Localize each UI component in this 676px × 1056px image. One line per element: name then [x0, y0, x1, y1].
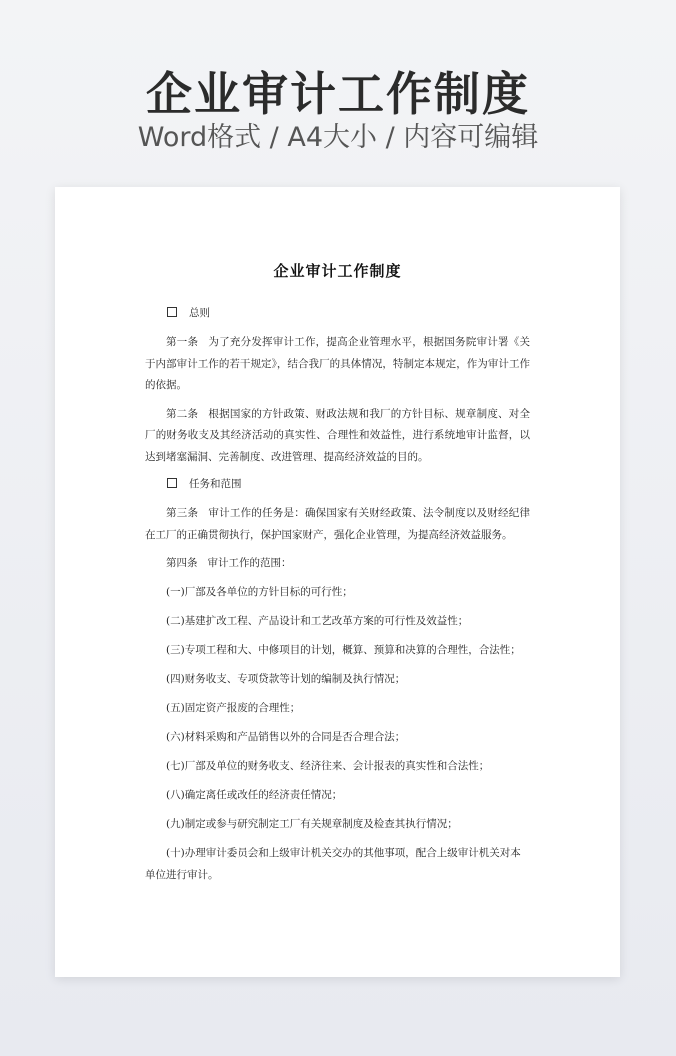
article-text: 为了充分发挥审计工作，提高企业管理水平，根据国务院审计署《关于内部审计工作的若干规定》，结合我厂的具体情况，特制定本规定，作为审计工作的依据。	[145, 336, 531, 391]
list-item: (四)财务收支、专项贷款等计划的编制及执行情况；	[166, 673, 406, 685]
checkbox-icon	[167, 478, 177, 488]
article	[145, 404, 530, 469]
article	[145, 553, 530, 575]
list-item: (五)固定资产报废的合理性；	[166, 702, 301, 714]
article-label: 第四条	[166, 557, 198, 569]
list-item: (六)材料采购和产品销售以外的合同是否合理合法；	[166, 731, 406, 743]
document-title: 企业审计工作制度	[273, 262, 402, 280]
article-label: 第二条	[166, 407, 199, 420]
section-heading-label: 总则	[189, 307, 210, 319]
section-heading-label: 任务和范围	[189, 478, 242, 490]
article-text: 根据国家的方针政策、财政法规和我厂的方针目标、规章制度、对全厂的财务收支及其经济活动的真实性、合理性和效益性，进行系统地审计监督，以达到堵塞漏洞、完善制度、改进管理、提高经济效益的目的。	[145, 407, 531, 463]
section-heading	[145, 475, 530, 493]
banner-subtitle: Word格式 / A4大小 / 内容可编辑	[137, 122, 539, 153]
list-item: (九)制定或参与研究制定工厂有关规章制度及检查其执行情况；	[166, 818, 458, 830]
article	[145, 332, 530, 397]
document-body	[145, 304, 530, 894]
article	[145, 503, 530, 546]
list-item: (三)专项工程和大、中修项目的计划，概算、预算和决算的合理性，合法性；	[166, 644, 521, 656]
list-item: (八)确定离任或改任的经济责任情况；	[166, 789, 343, 801]
article-label: 第一条	[166, 336, 199, 348]
article-label: 第三条	[166, 507, 199, 519]
checkbox-icon	[167, 307, 177, 317]
list-item: (二)基建扩改工程、产品设计和工艺改革方案的可行性及效益性；	[166, 615, 469, 627]
list-item: (一)厂部及各单位的方针目标的可行性；	[166, 586, 353, 598]
list-item: (七)厂部及单位的财务收支、经济往来、会计报表的真实性和合法性；	[166, 760, 490, 772]
section-heading	[145, 304, 530, 322]
banner-title: 企业审计工作制度	[146, 67, 530, 121]
list-item: (十)办理审计委员会和上级审计机关交办的其他事项，配合上级审计机关对本单位进行审计。	[145, 847, 521, 881]
article-text: 审计工作的范围：	[207, 557, 292, 569]
article-text: 审计工作的任务是：确保国家有关财经政策、法令制度以及财经纪律在工厂的正确贯彻执行，保护国家财产，强化企业管理，为提高经济效益服务。	[145, 507, 531, 541]
document-page	[55, 187, 620, 977]
